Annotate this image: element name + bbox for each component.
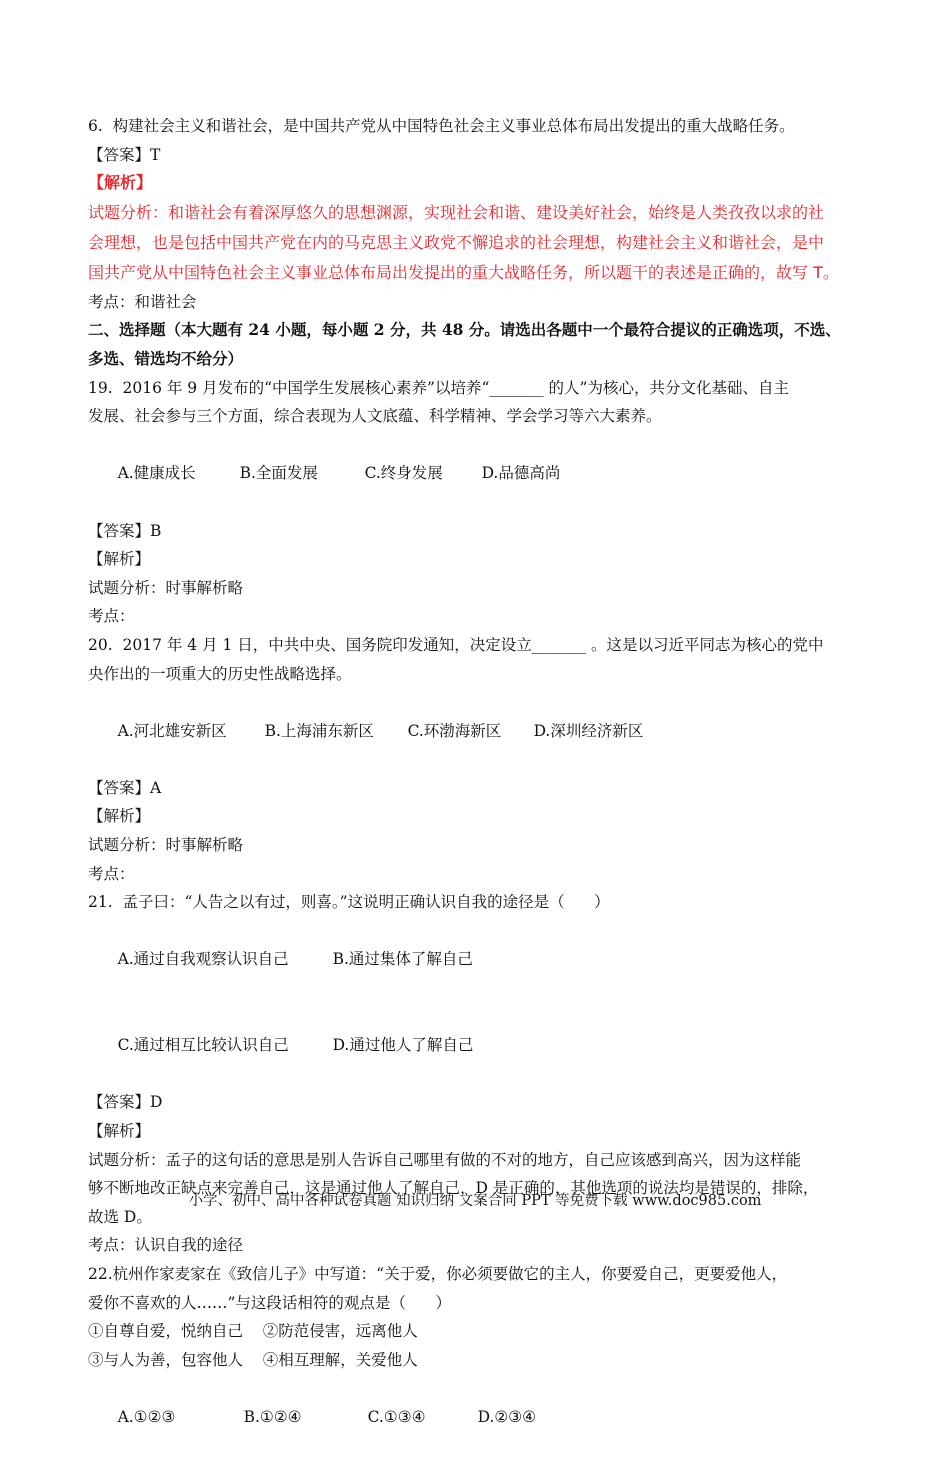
question-6-analysis-line: 国共产党从中国特色社会主义事业总体布局出发提出的重大战略任务，所以题干的表述是正确的，故写 T。 <box>88 262 839 282</box>
section-2-heading <box>88 316 868 373</box>
question-21-options <box>88 917 868 1003</box>
option-a: A.健康成长 <box>117 464 196 483</box>
question-6-analysis-line: 会理想，也是包括中国共产党在内的马克思主义政党不懈追求的社会理想，构建社会主义和谐社会，是中 <box>88 232 825 252</box>
option-d: D.品德高尚 <box>481 464 561 483</box>
section-heading-line: 多选、错选均不给分） <box>88 348 244 368</box>
question-22-statements: ③与人为善，包容他人 ④相互理解，关爱他人 <box>88 1350 418 1369</box>
question-6-answer: 【答案】T <box>88 145 161 164</box>
option-b: B.上海浦东新区 <box>264 721 374 740</box>
question-6-kaodian: 考点：和谐社会 <box>88 292 197 311</box>
question-6-stem: 6. 构建社会主义和谐社会，是中国共产党从中国特色社会主义事业总体布局出发提出的重大战略任务。 <box>88 117 795 135</box>
question-21-options <box>88 1003 868 1089</box>
question-19-kaodian: 考点： <box>88 607 135 626</box>
option-a: A.①②③ <box>117 1407 176 1426</box>
question-22 <box>88 1260 868 1460</box>
option-b: B.①②④ <box>243 1407 302 1426</box>
option-b: B.全面发展 <box>239 464 318 483</box>
question-22-stem: 爱你不喜欢的人……”与这段话相符的观点是（ ） <box>88 1293 451 1312</box>
question-21-stem: 21. 孟子曰：“人告之以有过，则喜。”这说明正确认识自我的途径是（ ） <box>88 893 610 912</box>
question-19-stem: 发展、社会参与三个方面，综合表现为人文底蕴、科学精神、学会学习等六大素养。 <box>88 407 662 426</box>
question-20-analysis-tag: 【解析】 <box>88 807 151 826</box>
option-c: C.通过相互比较认识自己 <box>117 1036 289 1055</box>
question-19-stem: 19. 2016 年 9 月发布的“中国学生发展核心素养”以培养“_______ 的人”为核心，共分文化基础、自主 <box>88 378 789 397</box>
question-20-stem: 央作出的一项重大的历史性战略选择。 <box>88 664 352 683</box>
question-20-answer: 【答案】A <box>88 778 162 797</box>
question-6-analysis-tag: 【解析】 <box>88 173 153 193</box>
question-19-analysis-tag: 【解析】 <box>88 550 151 569</box>
option-a: A.河北雄安新区 <box>117 721 227 740</box>
option-d: D.通过他人了解自己 <box>332 1036 474 1055</box>
option-c: C.终身发展 <box>364 464 443 483</box>
question-21-answer: 【答案】D <box>88 1093 163 1112</box>
question-20-stem: 20. 2017 年 4 月 1 日，中共中央、国务院印发通知，决定设立_______ 。这是以习近平同志为核心的党中 <box>88 635 824 654</box>
question-21-analysis: 故选 D。 <box>88 1207 152 1226</box>
option-d: D.深圳经济新区 <box>533 721 644 740</box>
question-21-analysis: 试题分析：孟子的这句话的意思是别人告诉自己哪里有做的不对的地方，自己应该感到高兴，因为这样能 <box>88 1150 802 1169</box>
question-6-analysis-line: 试题分析：和谐社会有着深厚悠久的思想渊源，实现社会和谐、建设美好社会，始终是人类孜孜以求的社 <box>88 202 825 222</box>
question-20-options <box>88 688 868 774</box>
option-d: D.②③④ <box>477 1407 537 1426</box>
question-19-answer: 【答案】B <box>88 521 162 540</box>
question-19 <box>88 374 868 631</box>
question-20-kaodian: 考点： <box>88 864 135 883</box>
option-b: B.通过集体了解自己 <box>332 950 473 969</box>
question-6-analysis <box>88 198 868 288</box>
question-6 <box>88 112 868 316</box>
option-c: C.①③④ <box>367 1407 426 1426</box>
question-21-kaodian: 考点：认识自我的途径 <box>88 1236 244 1255</box>
document-body <box>88 112 868 1460</box>
question-19-analysis: 试题分析：时事解析略 <box>88 578 244 597</box>
question-20-analysis: 试题分析：时事解析略 <box>88 836 244 855</box>
question-20 <box>88 631 868 888</box>
option-c: C.环渤海新区 <box>407 721 502 740</box>
question-19-options <box>88 431 868 517</box>
question-21-analysis-tag: 【解析】 <box>88 1122 151 1140</box>
page-footer: 小学、初中、高中各种试卷真题 知识归纳 文案合同 PPT 等免费下载 www.doc985.com <box>188 1193 762 1209</box>
question-21-analysis: 够不断地改正缺点来完善自己，这是通过他人了解自己，D 是正确的，其他选项的说法均是错误的，排除， <box>88 1179 819 1198</box>
section-heading-line: 二、选择题（本大题有 24 小题，每小题 2 分，共 48 分。请选出各题中一个最符合提议的正确选项，不选、 <box>88 320 841 340</box>
question-22-statements: ①自尊自爱，悦纳自己 ②防范侵害，远离他人 <box>88 1322 418 1341</box>
option-a: A.通过自我观察认识自己 <box>117 950 289 969</box>
question-22-stem: 22.杭州作家麦家在《致信儿子》中写道：“关于爱，你必须要做它的主人，你要爱自己，更要爱他人， <box>88 1264 788 1283</box>
question-22-options <box>88 1374 868 1460</box>
